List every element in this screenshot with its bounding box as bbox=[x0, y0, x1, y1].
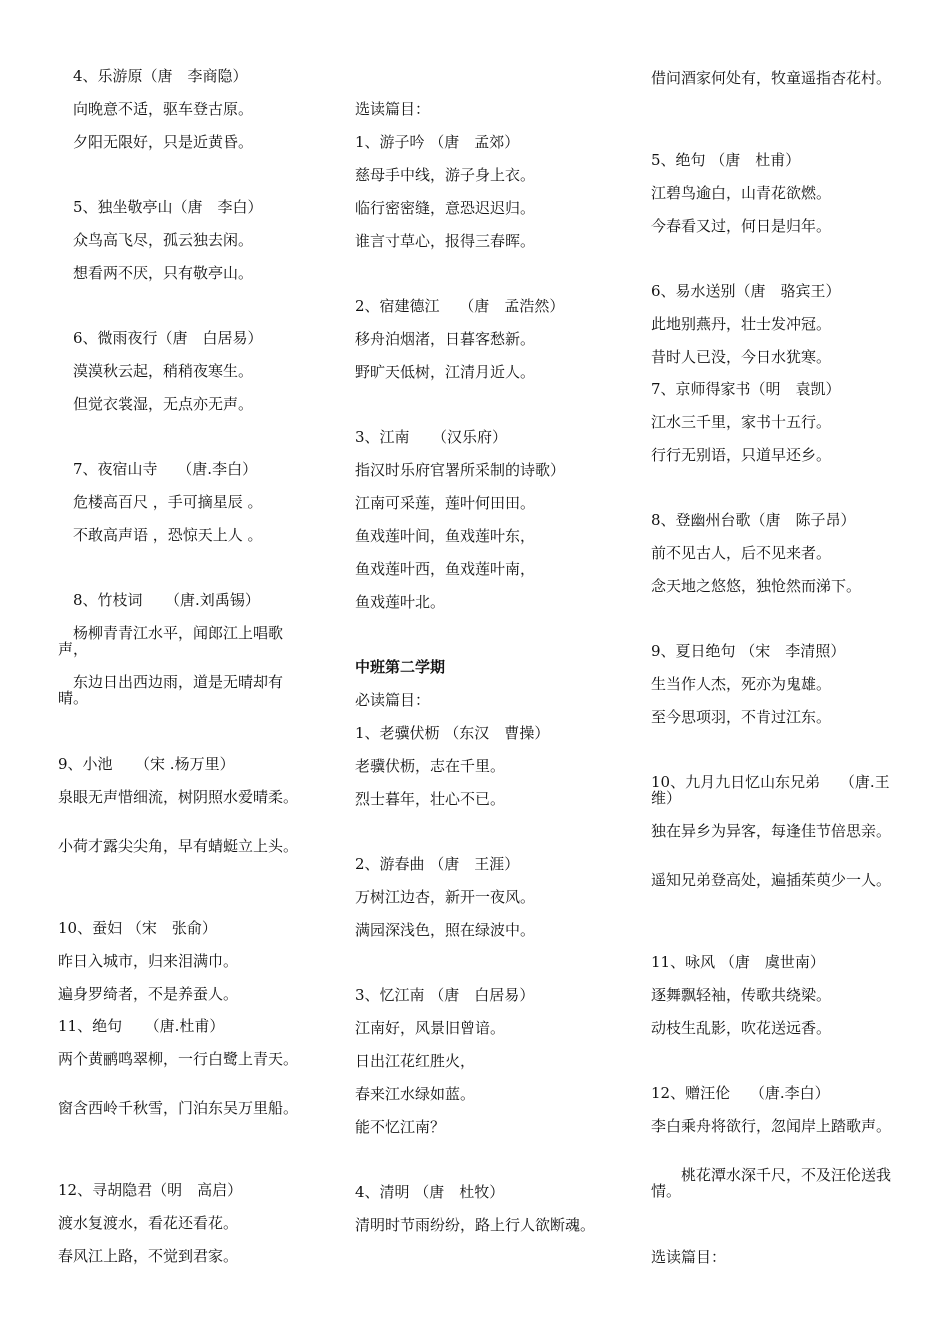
text-line: 12、赠汪伦 （唐.李白） bbox=[651, 1084, 830, 1102]
text-line: 10、九月九日忆山东兄弟 （唐.王维） bbox=[651, 773, 890, 807]
text-line: 想看两不厌，只有敬亭山。 bbox=[58, 264, 254, 282]
text-line: 6、微雨夜行（唐 白居易） bbox=[58, 329, 263, 347]
text-line: 生当作人杰，死亦为鬼雄。 bbox=[651, 675, 832, 693]
text-line: 选读篇目： bbox=[651, 1248, 727, 1266]
text-line: 谁言寸草心，报得三春晖。 bbox=[355, 232, 536, 250]
text-line: 8、竹枝词 （唐.刘禹锡） bbox=[58, 591, 260, 609]
text-line: 遥知兄弟登高处，遍插茱萸少一人。 bbox=[651, 871, 892, 889]
text-line: 窗含西岭千秋雪，门泊东吴万里船。 bbox=[58, 1099, 299, 1117]
text-line: 5、绝句 （唐 杜甫） bbox=[651, 151, 801, 169]
text-line: 江水三千里，家书十五行。 bbox=[651, 413, 832, 431]
text-line: 李白乘舟将欲行，忽闻岸上踏歌声。 bbox=[651, 1117, 892, 1135]
text-line: 日出江花红胜火， bbox=[355, 1052, 476, 1070]
text-line: 6、易水送别（唐 骆宾王） bbox=[651, 282, 841, 300]
text-line: 念天地之悠悠，独怆然而涕下。 bbox=[651, 577, 862, 595]
text-line: 老骥伏枥，志在千里。 bbox=[355, 757, 506, 775]
text-line: 3、江南 （汉乐府） bbox=[355, 428, 508, 446]
text-line: 渡水复渡水，看花还看花。 bbox=[58, 1214, 239, 1232]
text-line: 万树江边杏，新开一夜风。 bbox=[355, 888, 536, 906]
text-line: 昨日入城市，归来泪满巾。 bbox=[58, 952, 239, 970]
text-line: 7、京师得家书（明 袁凯） bbox=[651, 380, 841, 398]
text-line: 至今思项羽，不肯过江东。 bbox=[651, 708, 832, 726]
text-line: 11、咏风 （唐 虞世南） bbox=[651, 953, 825, 971]
text-line: 行行无别语，只道早还乡。 bbox=[651, 446, 832, 464]
text-line: 但觉衣裳湿，无点亦无声。 bbox=[58, 395, 254, 413]
text-line: 江碧鸟逾白，山青花欲燃。 bbox=[651, 184, 832, 202]
text-line: 小荷才露尖尖角，早有蜻蜓立上头。 bbox=[58, 837, 299, 855]
text-line: 两个黄鹂鸣翠柳，一行白鹭上青天。 bbox=[58, 1050, 299, 1068]
text-line: 2、宿建德江 （唐 孟浩然） bbox=[355, 297, 565, 315]
text-line: 5、独坐敬亭山（唐 李白） bbox=[58, 198, 263, 216]
text-line: 11、绝句 （唐.杜甫） bbox=[58, 1017, 225, 1035]
text-line: 不敢高声语 ，恐惊天上人 。 bbox=[58, 526, 263, 544]
text-line: 能不忆江南？ bbox=[355, 1118, 446, 1136]
text-line: 众鸟高飞尽，孤云独去闲。 bbox=[58, 231, 254, 249]
text-line: 东边日出西边雨，道是无晴却有晴。 bbox=[58, 673, 284, 707]
text-line: 12、寻胡隐君（明 高启） bbox=[58, 1181, 243, 1199]
text-line: 3、忆江南 （唐 白居易） bbox=[355, 986, 535, 1004]
text-line: 前不见古人，后不见来者。 bbox=[651, 544, 832, 562]
text-line: 1、游子吟 （唐 孟郊） bbox=[355, 133, 520, 151]
text-line: 满园深浅色，照在绿波中。 bbox=[355, 921, 536, 939]
text-line: 慈母手中线，游子身上衣。 bbox=[355, 166, 536, 184]
text-line: 1、老骥伏枥 （东汉 曹操） bbox=[355, 724, 550, 742]
text-line: 夕阳无限好，只是近黄昏。 bbox=[58, 133, 254, 151]
text-line: 今春看又过，何日是归年。 bbox=[651, 217, 832, 235]
text-line: 危楼高百尺 ，手可摘星辰 。 bbox=[58, 493, 263, 511]
section-heading: 中班第二学期 bbox=[355, 658, 446, 676]
text-line: 泉眼无声惜细流，树阴照水爱晴柔。 bbox=[58, 788, 299, 806]
text-line: 逐舞飘轻袖，传歌共绕梁。 bbox=[651, 986, 832, 1004]
text-line: 借问酒家何处有，牧童遥指杏花村。 bbox=[651, 69, 892, 87]
text-line: 江南可采莲，莲叶何田田。 bbox=[355, 494, 536, 512]
text-line: 鱼戏莲叶北。 bbox=[355, 593, 446, 611]
text-line: 野旷天低树，江清月近人。 bbox=[355, 363, 536, 381]
text-line: 向晚意不适，驱车登古原。 bbox=[58, 100, 254, 118]
text-line: 选读篇目： bbox=[355, 100, 431, 118]
text-line: 春风江上路，不觉到君家。 bbox=[58, 1247, 239, 1265]
text-line: 必读篇目： bbox=[355, 691, 431, 709]
text-line: 10、蚕妇 （宋 张俞） bbox=[58, 919, 217, 937]
text-line: 桃花潭水深千尺，不及汪伦送我情。 bbox=[651, 1166, 892, 1200]
text-line: 杨柳青青江水平，闻郎江上唱歌声， bbox=[58, 624, 284, 658]
text-line: 鱼戏莲叶间，鱼戏莲叶东， bbox=[355, 527, 536, 545]
text-line: 漠漠秋云起，稍稍夜寒生。 bbox=[58, 362, 254, 380]
text-line: 2、游春曲 （唐 王涯） bbox=[355, 855, 520, 873]
text-line: 8、登幽州台歌（唐 陈子昂） bbox=[651, 511, 856, 529]
text-line: 临行密密缝，意恐迟迟归。 bbox=[355, 199, 536, 217]
text-line: 清明时节雨纷纷，路上行人欲断魂。 bbox=[355, 1216, 596, 1234]
text-line: 指汉时乐府官署所采制的诗歌） bbox=[355, 461, 566, 479]
text-line: 江南好，风景旧曾谙。 bbox=[355, 1019, 506, 1037]
text-line: 烈士暮年，壮心不已。 bbox=[355, 790, 506, 808]
text-line: 此地别燕丹，壮士发冲冠。 bbox=[651, 315, 832, 333]
text-line: 鱼戏莲叶西，鱼戏莲叶南， bbox=[355, 560, 536, 578]
text-line: 动枝生乱影，吹花送远香。 bbox=[651, 1019, 832, 1037]
text-line: 春来江水绿如蓝。 bbox=[355, 1085, 476, 1103]
text-line: 独在异乡为异客，每逢佳节倍思亲。 bbox=[651, 822, 892, 840]
text-line: 9、小池 （宋 .杨万里） bbox=[58, 755, 235, 773]
text-line: 7、夜宿山寺 （唐.李白） bbox=[58, 460, 258, 478]
text-line: 9、夏日绝句 （宋 李清照） bbox=[651, 642, 846, 660]
text-line: 遍身罗绮者，不是养蚕人。 bbox=[58, 985, 239, 1003]
text-line: 昔时人已没，今日水犹寒。 bbox=[651, 348, 832, 366]
text-line: 移舟泊烟渚，日暮客愁新。 bbox=[355, 330, 536, 348]
text-line: 4、清明 （唐 杜牧） bbox=[355, 1183, 505, 1201]
text-line: 4、乐游原（唐 李商隐） bbox=[58, 67, 248, 85]
